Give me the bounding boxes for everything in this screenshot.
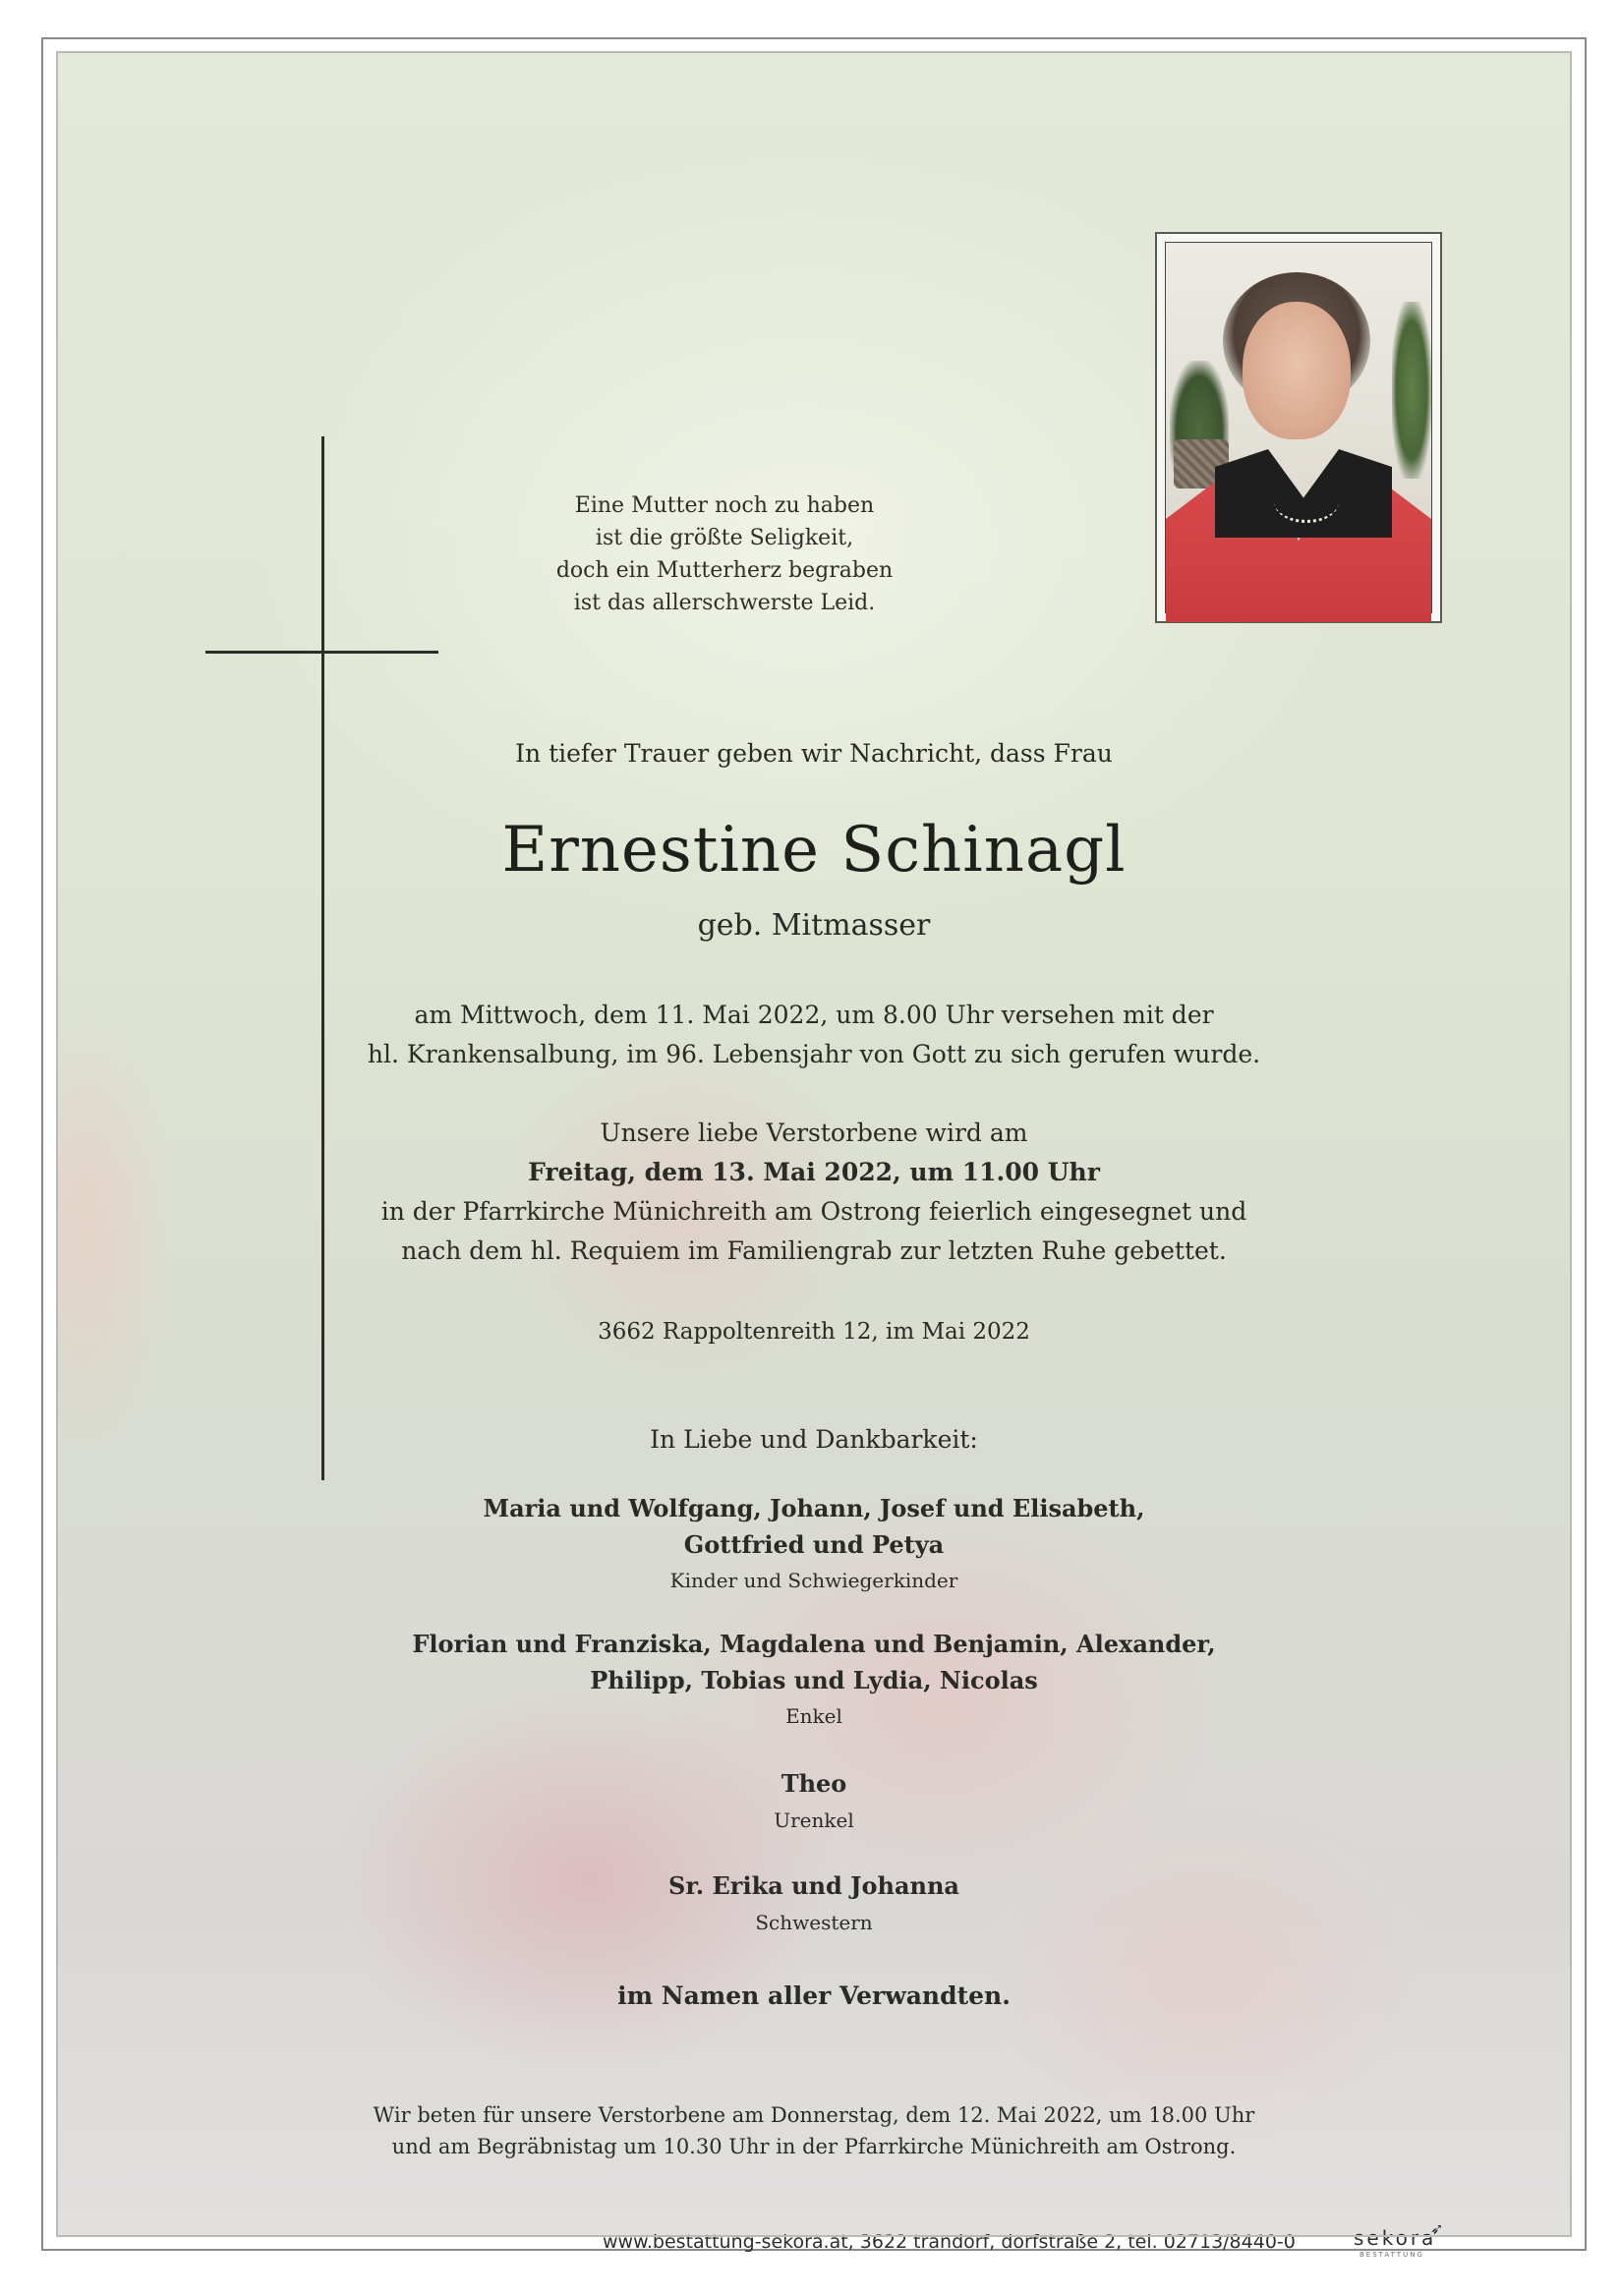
death-notice-line: am Mittwoch, dem 11. Mai 2022, um 8.00 Uhr versehen mit der: [414, 1001, 1214, 1029]
family-names: Florian und Franziska, Magdalena und Benjamin, Alexander,: [412, 1630, 1216, 1658]
family-relation: Schwestern: [755, 1911, 873, 1934]
obituary-card: [56, 51, 1572, 2259]
poem-line: Eine Mutter noch zu haben: [574, 493, 875, 518]
death-notice-line: hl. Krankensalbung, im 96. Lebensjahr von Gott zu sich gerufen wurde.: [367, 1040, 1261, 1068]
family-names: Philipp, Tobias und Lydia, Nicolas: [590, 1666, 1038, 1694]
footer-contact: www.bestattung-sekora.at, 3622 trandorf, dorfstraße 2, tel. 02713/8440-0: [603, 2231, 1296, 2253]
intro-text: In tiefer Trauer geben wir Nachricht, dass Frau: [515, 739, 1113, 768]
closing-line: im Namen aller Verwandten.: [617, 1981, 1011, 2010]
family-names: Theo: [781, 1769, 847, 1798]
prayer-note: Wir beten für unsere Verstorbene am Donnerstag, dem 12. Mai 2022, um 18.00 Uhr: [373, 2103, 1255, 2127]
place-date: 3662 Rappoltenreith 12, im Mai 2022: [598, 1319, 1030, 1345]
sekora-logo: sekora: [1354, 2226, 1437, 2250]
poem-line: doch ein Mutterherz begraben: [555, 558, 894, 583]
funeral-line: Unsere liebe Verstorbene wird am: [600, 1119, 1028, 1147]
family-names: Maria und Wolfgang, Johann, Josef und Elisabeth,: [483, 1494, 1145, 1522]
funeral-line: in der Pfarrkirche Münichreith am Ostrong feierlich eingesegnet und: [380, 1197, 1247, 1226]
portrait-face: [1243, 302, 1351, 439]
funeral-line: nach dem hl. Requiem im Familiengrab zur letzten Ruhe gebettet.: [401, 1236, 1227, 1265]
portrait-photo-frame: [1155, 232, 1442, 623]
family-relation: Urenkel: [774, 1808, 854, 1832]
portrait-photo: [1165, 242, 1432, 613]
maiden-name: geb. Mitmasser: [697, 908, 931, 943]
family-names: Sr. Erika und Johanna: [668, 1871, 959, 1900]
cross-horizontal-bar: [205, 651, 438, 654]
sekora-logo-subtitle: BESTATTUNG: [1360, 2251, 1424, 2259]
deceased-name: Ernestine Schinagl: [501, 814, 1127, 887]
family-relation: Kinder und Schwiegerkinder: [669, 1569, 958, 1592]
poem-line: ist das allerschwerste Leid.: [573, 591, 876, 615]
plant-right: [1392, 302, 1431, 479]
portrait-necklace: [1274, 481, 1339, 523]
funeral-date: Freitag, dem 13. Mai 2022, um 11.00 Uhr: [528, 1158, 1100, 1186]
prayer-note: und am Begräbnistag um 10.30 Uhr in der Pfarrkirche Münichreith am Ostrong.: [391, 2135, 1237, 2158]
bird-icon: ➶: [1430, 2219, 1444, 2238]
thanks-heading: In Liebe und Dankbarkeit:: [650, 1425, 978, 1454]
poem-quote: [518, 489, 931, 619]
family-relation: Enkel: [785, 1704, 842, 1728]
poem-line: ist die größte Seligkeit,: [595, 526, 854, 550]
family-names: Gottfried und Petya: [683, 1530, 945, 1559]
